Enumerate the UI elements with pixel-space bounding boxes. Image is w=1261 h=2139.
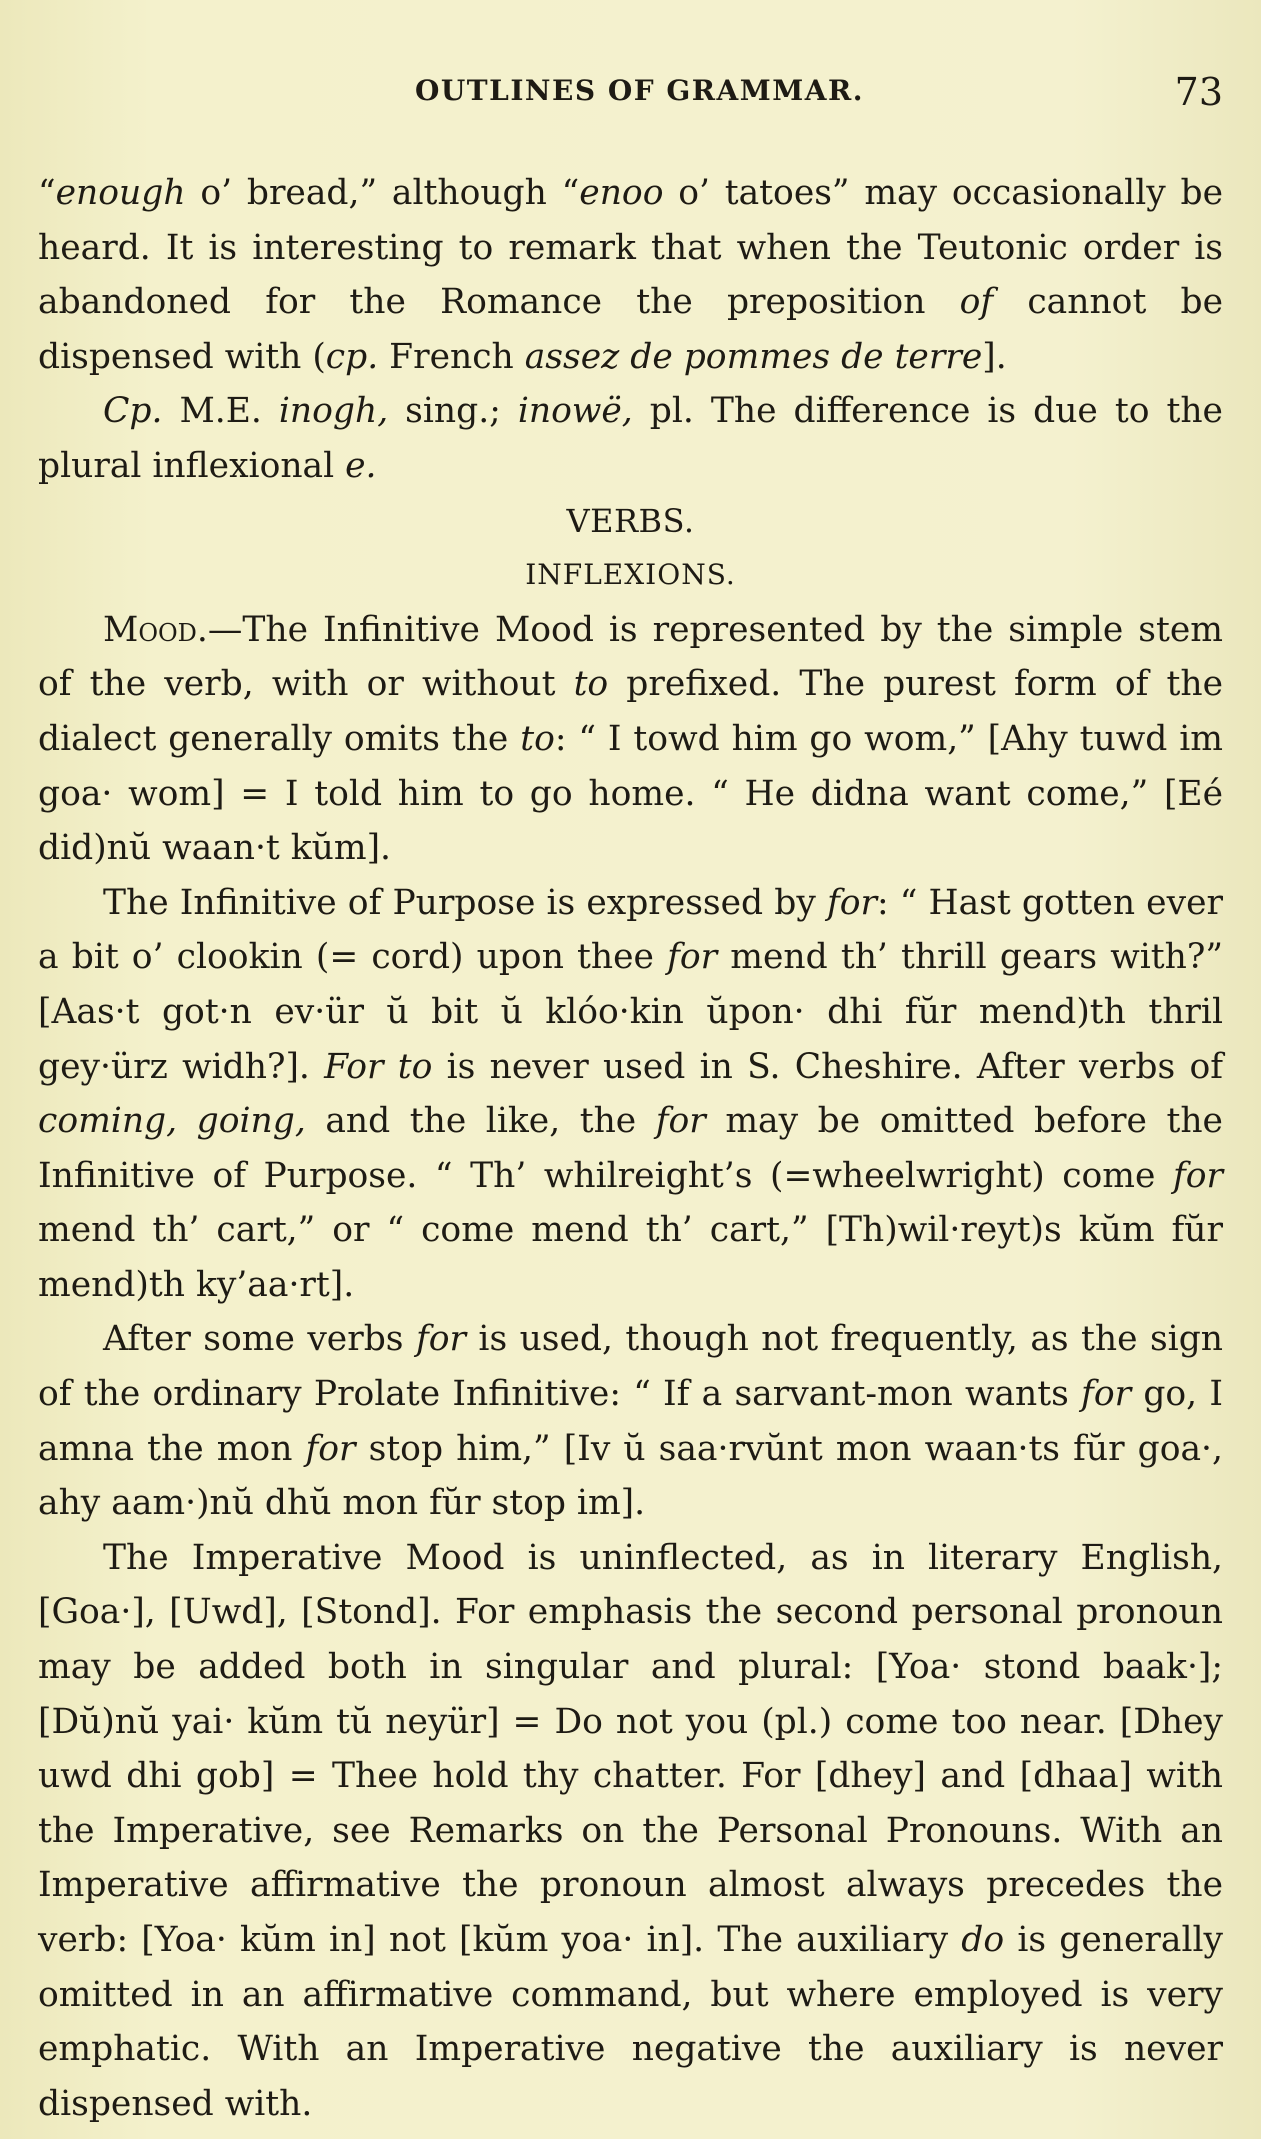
body-text bbox=[38, 166, 1223, 2131]
paragraph-imperative-mood: The Imperative Mood is uninflected, as in literary English, [Goa·], [Uwd], [Stond]. For emphasis the second personal pronoun may be added both in singular and plural: [Yoa· stond baak·]; [Dŭ)nŭ yai· kŭm tŭ neyür] = Do not you (pl.) come too near. [Dhey uwd dhi gob] = Thee hold thy chatter. For [dhey] and [dhaa] with the Imperative, see Remarks on the Personal Pronouns. With an Imperative affirmative the pronoun almost always precedes the verb: [Yoa· kŭm in] not [kŭm yoa· in]. The auxiliary do is generally omitted in an affirmative command, but where employed is very emphatic. With an Imperative negative the auxiliary is never dispensed with. bbox=[38, 1537, 1223, 2124]
section-heading-verbs: VERBS. bbox=[566, 501, 695, 540]
paragraph-continuation: “enough o’ bread,” although “enoo o’ tatoes” may occasionally be heard. It is interesting to remark that when the Teutonic order is abandoned for the Romance the preposition of cannot be dispensed with (cp. French assez de pommes de terre]. bbox=[38, 173, 1223, 377]
paragraph-middle-english-note: Cp. M.E. inogh, sing.; inowë, pl. The difference is due to the plural inflexional e. bbox=[38, 391, 1223, 486]
running-head: OUTLINES OF GRAMMAR. bbox=[415, 74, 864, 107]
subsection-heading-inflexions: INFLEXIONS. bbox=[525, 558, 736, 592]
paragraph-infinitive-of-purpose: The Infinitive of Purpose is expressed by for: “ Hast gotten ever a bit o’ clookin (= cord) upon thee for mend th’ thrill gears with?” [Aas·t got·n ev·ür ŭ bit ŭ klóo·kin ŭpon· dhi fŭr mend)th thril gey·ürz widh?]. For to is never used in S. Cheshire. After verbs of coming, going, and the like, the for may be omitted before the Infinitive of Purpose. “ Th’ whilreight’s (=wheelwright) come for mend th’ cart,” or “ come mend th’ cart,” [Th)wil·reyt)s kŭm fŭr mend)th ky’aa·rt]. bbox=[38, 882, 1224, 1305]
paragraph-mood: Mood.—The Infinitive Mood is represented by the simple stem of the verb, with or without to prefixed. The purest form of the dialect generally omits the to: “ I towd him go wom,” [Ahy tuwd im goa· wom] = I told him to go home. “ He didna want come,” [Eé did)nŭ waan·t kŭm]. bbox=[38, 609, 1223, 869]
paragraph-prolate-infinitive: After some verbs for is used, though not frequently, as the sign of the ordinary Prolate Infinitive: “ If a sarvant-mon wants for go, I amna the mon for stop him,” [Iv ŭ saa·rvŭnt mon waan·ts fŭr goa·, ahy aam·)nŭ dhŭ mon fŭr stop im]. bbox=[38, 1319, 1223, 1524]
page-number: 73 bbox=[1174, 70, 1223, 114]
